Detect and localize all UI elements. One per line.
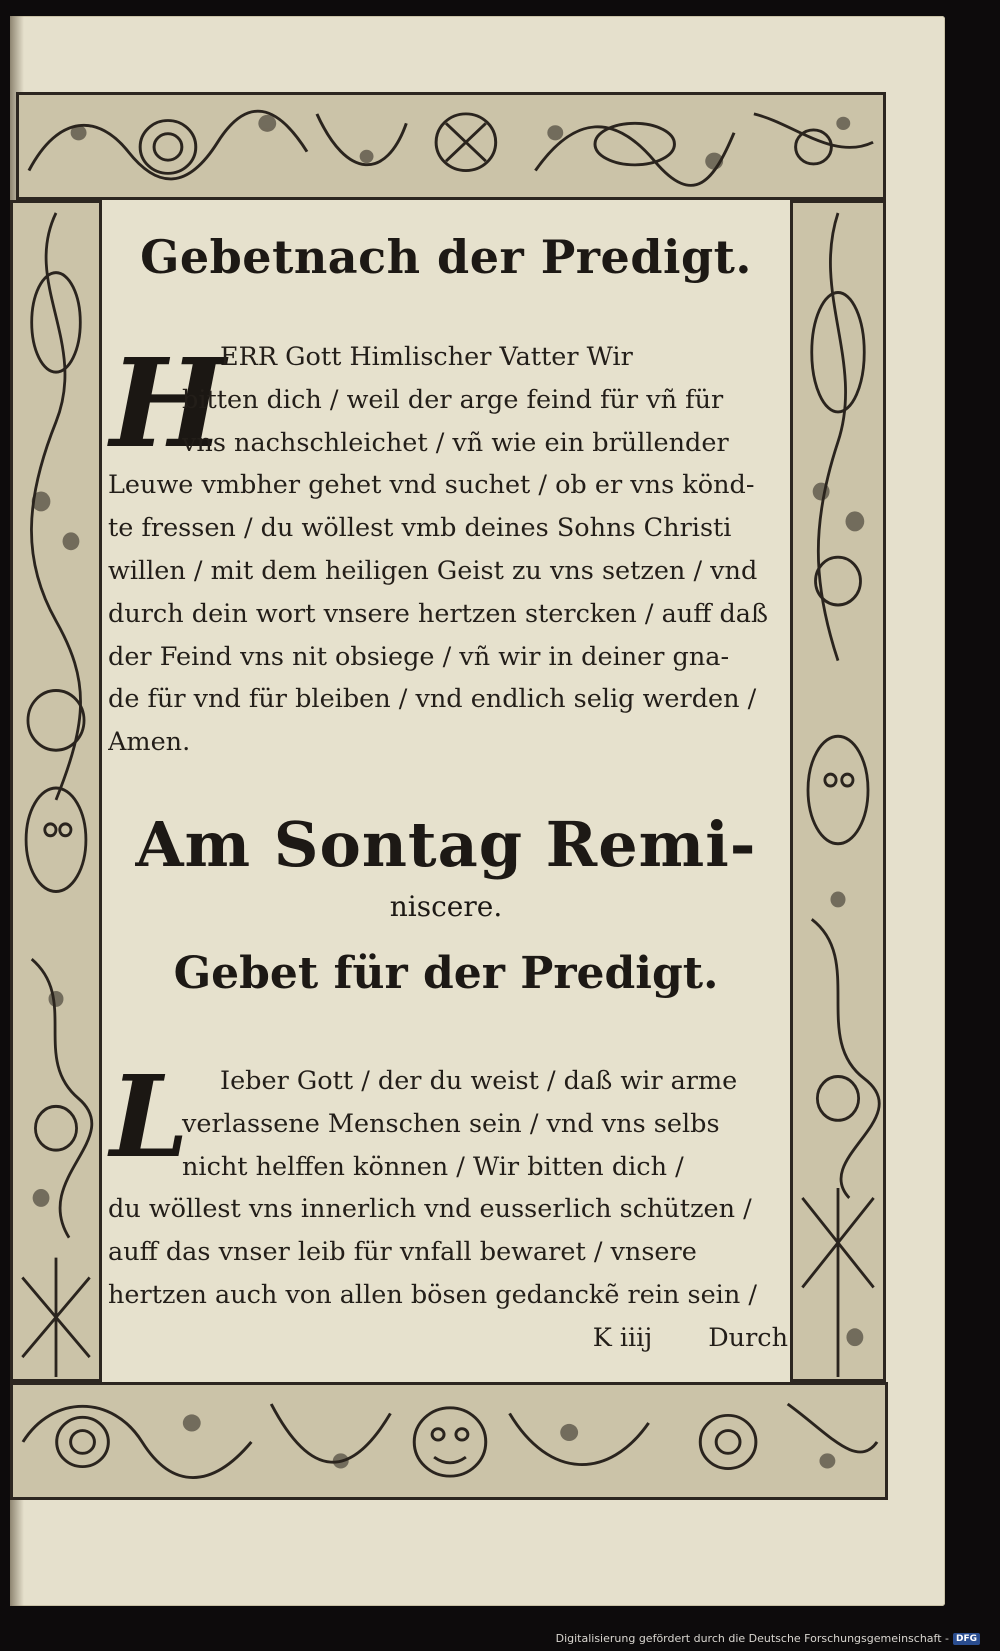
text-line: Leuwe vmbher gehet vnd suchet / ob er vns könd-: [108, 470, 755, 501]
text-line: te fressen / du wöllest vmb deines Sohns Christi: [108, 513, 732, 544]
text-line: der Feind vns nit obsiege / vñ wir in deiner gna-: [108, 641, 730, 672]
prayer-paragraph-2: [108, 1052, 792, 1360]
prayer-heading-before-sermon: Gebet für der Predigt.: [173, 948, 719, 999]
text-line: ERR Gott Himlischer Vatter Wir: [220, 342, 633, 372]
woodcut-border-bottom: [10, 1382, 888, 1500]
prayer-heading-after-sermon: Gebetnach der Predigt.: [140, 230, 752, 284]
woodcut-border-top: [16, 92, 886, 200]
drop-cap-h: H: [110, 331, 226, 475]
sunday-title: Am Sontag Remi-: [135, 808, 757, 881]
text-line: nicht helffen können / Wir bitten dich /: [182, 1151, 684, 1182]
digitization-credit: [556, 1632, 980, 1645]
text-line: de für vnd für bleiben / vnd endlich selig werden /: [108, 684, 757, 715]
dfg-logo: DFG: [953, 1633, 980, 1645]
drop-cap-l: L: [110, 1052, 189, 1183]
credit-text: Digitalisierung gefördert durch die Deutsche Forschungsgemeinschaft -: [555, 1632, 949, 1645]
page-footer-line: [108, 1317, 792, 1360]
text-line: willen / mit dem heiligen Geist zu vns setzen / vnd: [108, 555, 758, 586]
text-line: Amen.: [108, 727, 191, 758]
text-line: Ieber Gott / der du weist / daß wir arme: [220, 1066, 738, 1096]
text-line: vns nachschleichet / vñ wie ein brüllender: [182, 427, 729, 458]
prayer-paragraph-1: [108, 331, 792, 764]
woodcut-border-right: [790, 200, 886, 1382]
woodcut-border-left: [10, 200, 102, 1382]
catchword: Durch: [708, 1322, 788, 1353]
text-block: [102, 200, 790, 1382]
text-line: bitten dich / weil der arge feind für vñ für: [182, 384, 724, 415]
text-line: hertzen auch von allen bösen gedanckẽ rein sein /: [108, 1279, 757, 1310]
sunday-title-continued: niscere.: [389, 890, 503, 923]
text-line: verlassene Menschen sein / vnd vns selbs: [182, 1108, 720, 1139]
signature-mark: K iiij: [592, 1322, 653, 1353]
text-line: du wöllest vns innerlich vnd eusserlich schützen /: [108, 1194, 752, 1225]
text-line: durch dein wort vnsere hertzen stercken / auff daß: [108, 598, 769, 629]
text-line: auff das vnser leib für vnfall bewaret / vnsere: [108, 1237, 697, 1268]
